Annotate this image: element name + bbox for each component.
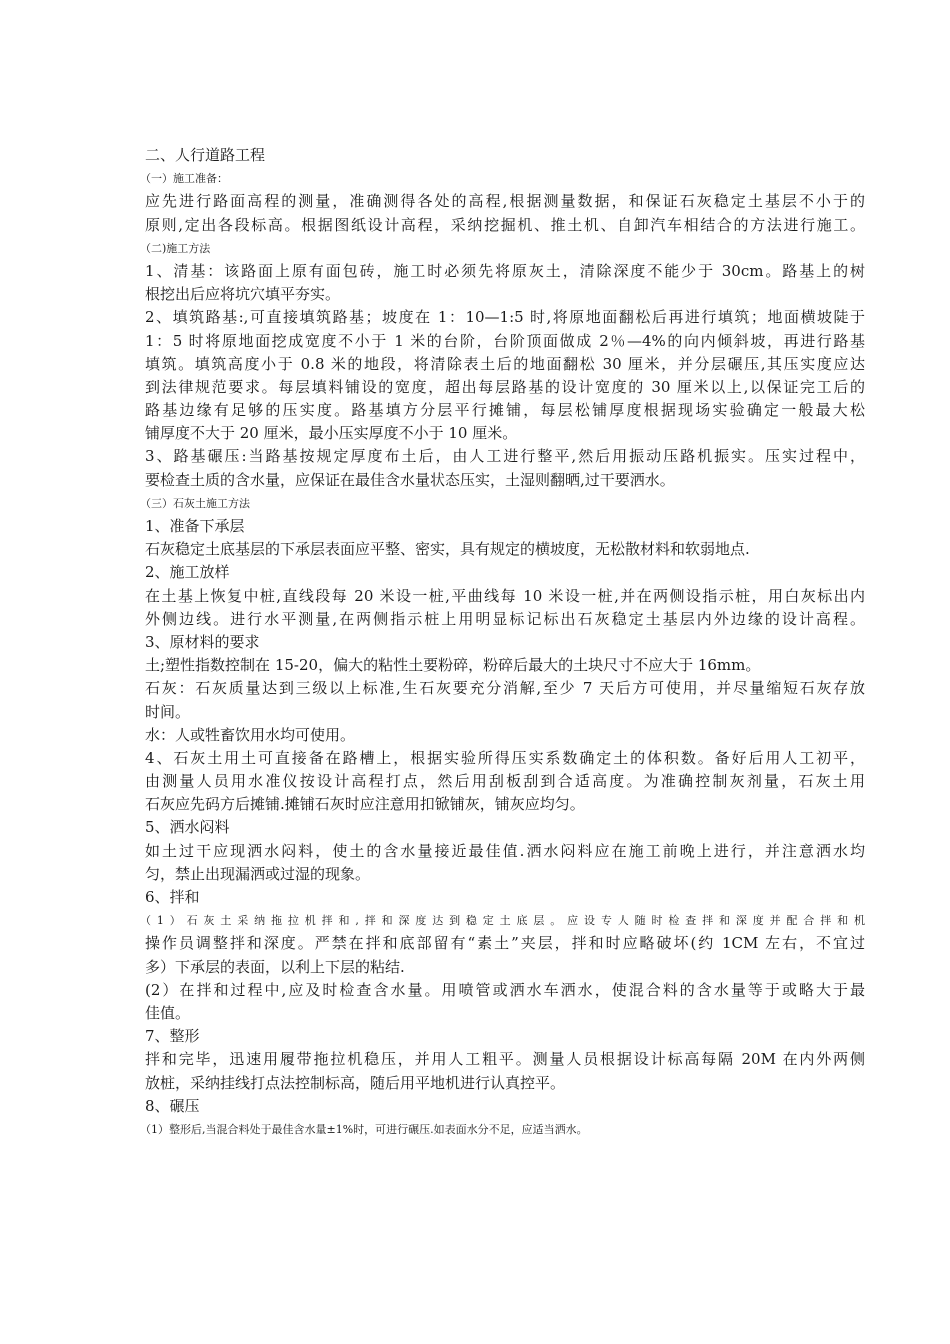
text-line: 石灰：石灰质量达到三级以上标准,生石灰要充分消解,至少 7 天后方可使用，并尽量缩短石灰存放 bbox=[145, 679, 865, 698]
text-line: 1、清基：该路面上原有面包砖，施工时必须先将原灰土，清除深度不能少于 30cm。路基上的树 bbox=[145, 261, 865, 280]
text-line: 如土过干应现洒水闷料，使土的含水量接近最佳值.洒水闷料应在施工前晚上进行，并注意洒水均 bbox=[145, 841, 865, 860]
text-line: 应先进行路面高程的测量，准确测得各处的高程,根据测量数据，和保证石灰稳定土基层不小于的 bbox=[145, 192, 865, 211]
text-line: 石灰应先码方后摊铺.摊铺石灰时应注意用扣锨铺灰，铺灰应均匀。 bbox=[145, 795, 585, 814]
text-line: 多）下承层的表面，以利上下层的粘结. bbox=[145, 957, 405, 976]
text-line: 2、施工放样 bbox=[145, 563, 230, 582]
text-line: 拌和完毕，迅速用履带拖拉机稳压，并用人工粗平。测量人员根据设计标高每隔 20M 在内外两侧 bbox=[145, 1050, 865, 1069]
text-line: (2）在拌和过程中,应及时检查含水量。用喷管或洒水车洒水，使混合料的含水量等于或略大于最 bbox=[145, 980, 865, 999]
text-line: （1）整形后,当混合料处于最佳含水量±1%时，可进行碾压.如表面水分不足，应适当洒水。 bbox=[140, 1122, 588, 1136]
text-line: 4、石灰土用土可直接备在路槽上，根据实验所得压实系数确定土的体积数。备好后用人工初平， bbox=[145, 748, 865, 767]
text-line: 1、准备下承层 bbox=[145, 517, 245, 535]
text-line: 到法律规范要求。每层填料铺设的宽度，超出每层路基的设计宽度的 30 厘米以上,以保证完工后的 bbox=[145, 377, 865, 396]
text-line: 操作员调整拌和深度。严禁在拌和底部留有“素土”夹层，拌和时应略破坏(约 1CM 左右，不宜过 bbox=[145, 934, 865, 953]
text-line: 3、原材料的要求 bbox=[145, 632, 260, 651]
text-line: 时间。 bbox=[145, 702, 191, 721]
text-line: （二)施工方法 bbox=[140, 241, 211, 255]
document-body bbox=[140, 144, 865, 1141]
text-line: （三）石灰土施工方法 bbox=[140, 496, 250, 510]
text-line: 土;塑性指数控制在 15-20，偏大的粘性土要粉碎，粉碎后最大的土块尺寸不应大于 16mm。 bbox=[145, 656, 761, 675]
text-line: （1）石灰土采纳拖拉机拌和,拌和深度达到稳定土底层。应设专人随时检查拌和深度并配合拌和机 bbox=[140, 914, 865, 928]
text-line: 放桩，采纳挂线打点法控制标高，随后用平地机进行认真控平。 bbox=[145, 1073, 566, 1092]
text-line: 原则,定出各段标高。根据图纸设计高程，采纳挖掘机、推土机、自卸汽车相结合的方法进行施工。 bbox=[145, 215, 865, 234]
text-line: （一）施工准备： bbox=[140, 172, 228, 186]
text-line: 在土基上恢复中桩,直线段每 20 米设一桩,平曲线每 10 米设一桩,并在两侧设指示桩，用白灰标出内 bbox=[145, 586, 865, 605]
text-line: 根挖出后应将坑穴填平夯实。 bbox=[145, 285, 341, 304]
text-line: 5、洒水闷料 bbox=[145, 818, 230, 837]
text-line: 8、碾压 bbox=[145, 1096, 200, 1115]
text-line: 铺厚度不大于 20 厘米，最小压实厚度不小于 10 厘米。 bbox=[145, 424, 518, 443]
text-line: 路基边缘有足够的压实度。路基填方分层平行摊铺，每层松铺厚度根据现场实验确定一般最大松 bbox=[145, 401, 865, 420]
text-line: 7、整形 bbox=[145, 1027, 200, 1046]
text-line: 6、拌和 bbox=[145, 888, 200, 906]
text-line: 匀，禁止出现漏洒或过湿的现象。 bbox=[145, 864, 371, 883]
text-line: 填筑。填筑高度小于 0.8 米的地段，将清除表土后的地面翻松 30 厘米，并分层碾压,其压实度应达 bbox=[145, 354, 865, 373]
text-line: 由测量人员用水准仪按设计高程打点，然后用刮板刮到合适高度。为准确控制灰剂量，石灰土用 bbox=[145, 772, 865, 791]
text-line: 石灰稳定土底基层的下承层表面应平整、密实，具有规定的横坡度，无松散材料和软弱地点. bbox=[145, 540, 750, 559]
text-line: 外侧边线。进行水平测量,在两侧指示桩上用明显标记标出石灰稳定土基层内外边缘的设计高程。 bbox=[145, 609, 865, 628]
text-line: 水：人或牲畜饮用水均可使用。 bbox=[145, 725, 356, 744]
text-line: 1：5 时将原地面挖成宽度不小于 1 米的台阶，台阶顶面做成 2％—4%的向内倾斜坡，再进行路基 bbox=[145, 331, 865, 350]
text-line: 二、人行道路工程 bbox=[145, 146, 266, 164]
text-line: 2、填筑路基:,可直接填筑路基；坡度在 1：10—1:5 时,将原地面翻松后再进行填筑；地面横坡陡于 bbox=[145, 308, 865, 327]
text-line: 佳值。 bbox=[145, 1003, 191, 1022]
text-line: 3、路基碾压:当路基按规定厚度布土后，由人工进行整平,然后用振动压路机振实。压实过程中， bbox=[145, 447, 865, 466]
text-line: 要检查土质的含水量，应保证在最佳含水量状态压实，土湿则翻晒,过干要洒水。 bbox=[145, 470, 675, 489]
